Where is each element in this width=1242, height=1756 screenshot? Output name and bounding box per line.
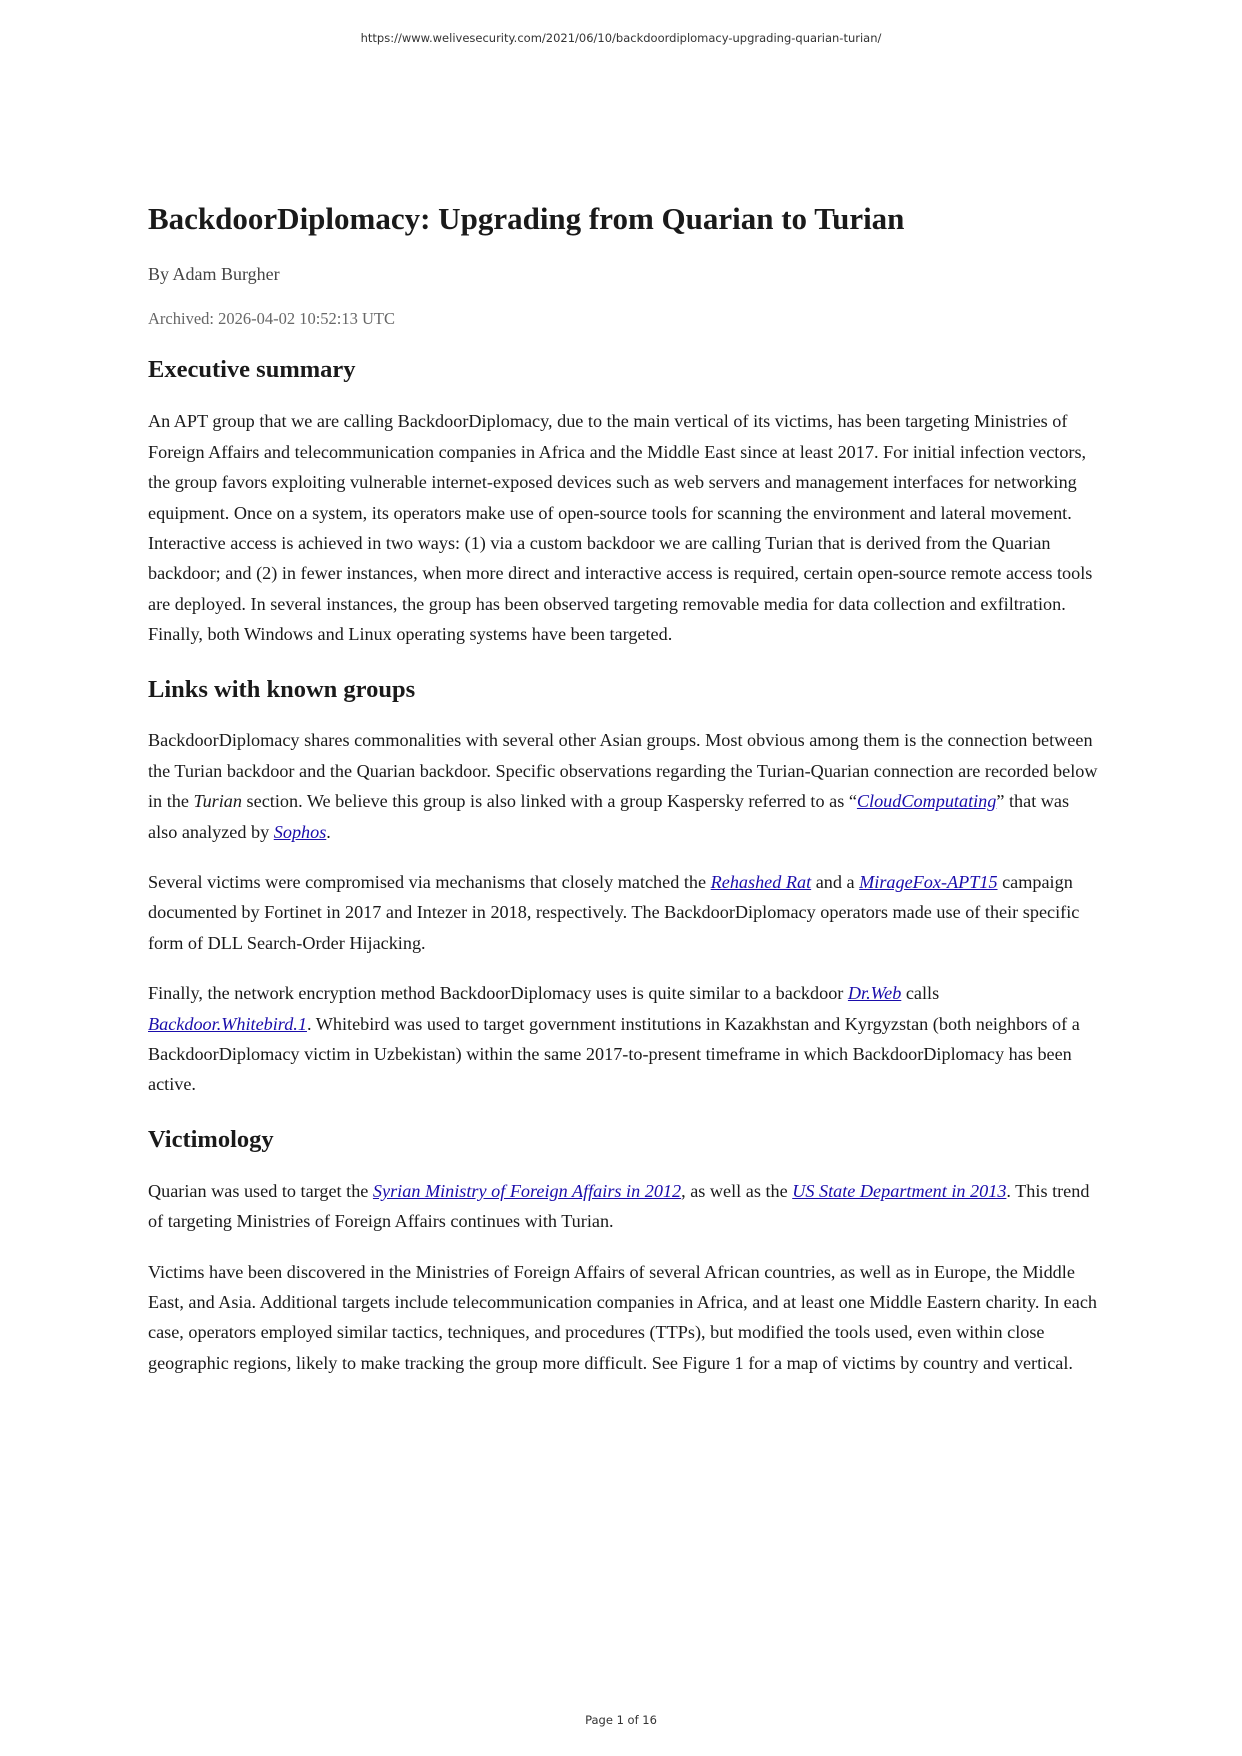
links-paragraph-2: Several victims were compromised via mechanisms that closely matched the Rehashed Rat and a MirageFox-APT15 campaign documented by Fortinet in 2017 and Intezer in 2018, respectively. The BackdoorDiplomacy operators made use of their specific form of DLL Search-Order Hijacking. bbox=[148, 872, 1080, 953]
victimology-paragraph-1: Quarian was used to target the Syrian Ministry of Foreign Affairs in 2012, as well as the US State Department in 2013. This trend of targeting Ministries of Foreign Affairs continues with Turian. bbox=[148, 1180, 1090, 1232]
rehashed-rat-link[interactable]: Rehashed Rat bbox=[710, 872, 812, 893]
archived-timestamp: Archived: 2026-04-02 10:52:13 UTC bbox=[148, 309, 396, 329]
heading-links-with-known-groups: Links with known groups bbox=[148, 675, 416, 703]
source-url: https://www.welivesecurity.com/2021/06/10/backdoordiplomacy-upgrading-quarian-turian/ bbox=[360, 31, 882, 45]
heading-victimology: Victimology bbox=[148, 1125, 274, 1153]
author-byline: By Adam Burgher bbox=[148, 264, 280, 285]
sophos-link[interactable]: Sophos bbox=[273, 821, 327, 842]
article-title: BackdoorDiplomacy: Upgrading from Quarian to Turian bbox=[148, 201, 905, 236]
syrian-mofa-link[interactable]: Syrian Ministry of Foreign Affairs in 2012 bbox=[372, 1180, 682, 1201]
links-paragraph-1: BackdoorDiplomacy shares commonalities with several other Asian groups. Most obvious among them is the connection between the Turian backdoor and the Quarian backdoor. Specific observations regarding the Turian-Quarian connection are recorded below in the Turian section. We believe this group is also linked with a group Kaspersky referred to as “CloudComputating” that was also analyzed by Sophos. bbox=[148, 730, 1098, 842]
heading-executive-summary: Executive summary bbox=[148, 356, 356, 384]
article-body bbox=[148, 200, 1098, 1398]
miragefox-apt15-link[interactable]: MirageFox-APT15 bbox=[859, 872, 998, 893]
page-number: Page 1 of 16 bbox=[585, 1713, 657, 1727]
backdoor-whitebird-link[interactable]: Backdoor.Whitebird.1 bbox=[148, 1013, 307, 1034]
cloudcomputating-link[interactable]: CloudComputating bbox=[856, 791, 997, 812]
us-state-department-link[interactable]: US State Department in 2013 bbox=[792, 1180, 1007, 1201]
links-paragraph-3: Finally, the network encryption method BackdoorDiplomacy uses is quite similar to a backdoor Dr.Web calls Backdoor.Whitebird.1. Whitebird was used to target government institutions in Kazakhstan and Kyrgyzstan (both neighbors of a BackdoorDiplomacy victim in Uzbekistan) within the same 2017-to-present timeframe in which BackdoorDiplomacy has been active. bbox=[148, 983, 1080, 1095]
drweb-link[interactable]: Dr.Web bbox=[847, 983, 902, 1004]
executive-summary-paragraph: An APT group that we are calling BackdoorDiplomacy, due to the main vertical of its victims, has been targeting Ministries of Foreign Affairs and telecommunication companies in Africa and the Middle East since at least 2017. For initial infection vectors, the group favors exploiting vulnerable internet-exposed devices such as web servers and management interfaces for networking equipment. Once on a system, its operators make use of open-source tools for scanning the environment and lateral movement. Interactive access is achieved in two ways: (1) via a custom backdoor we are calling Turian that is derived from the Quarian backdoor; and (2) in fewer instances, when more direct and interactive access is required, certain open-source remote access tools are deployed. In several instances, the group has been observed targeting removable media for data collection and exfiltration. Finally, both Windows and Linux operating systems have been targeted. bbox=[148, 411, 1093, 645]
turian-emphasis: Turian bbox=[193, 791, 242, 812]
victimology-paragraph-2: Victims have been discovered in the Ministries of Foreign Affairs of several African countries, as well as in Europe, the Middle East, and Asia. Additional targets include telecommunication companies in Africa, and at least one Middle Eastern charity. In each case, operators employed similar tactics, techniques, and procedures (TTPs), but modified the tools used, even within close geographic regions, likely to make tracking the group more difficult. See Figure 1 for a map of victims by country and vertical. bbox=[148, 1261, 1097, 1373]
